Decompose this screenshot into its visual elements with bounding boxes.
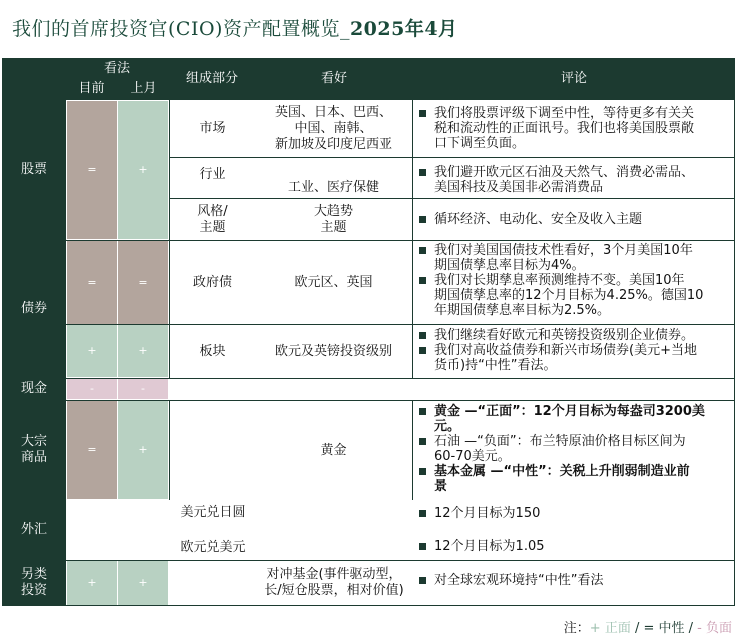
section-bonds: 债券 (20, 301, 47, 316)
comment-gov (417, 243, 732, 318)
row-divider (169, 157, 735, 158)
favor-industry: 工业、医疗保健 (287, 180, 379, 195)
view-gov-current: = (67, 241, 117, 324)
comment-market (417, 106, 732, 151)
list-item: 我们继续看好欧元和英镑投资级别企业债券。 (417, 328, 732, 343)
page-title: 我们的首席投资官(CIO)资产配置概览_2025年4月 (12, 18, 458, 40)
col-divider (412, 400, 413, 500)
col-divider (412, 100, 413, 378)
header-current: 目前 (78, 81, 105, 96)
section-cash: 现金 (20, 381, 47, 396)
favor-market: 英国、日本、巴西、 中国、南韩、 新加坡及印度尼西亚 (274, 104, 392, 152)
comment-style (417, 212, 732, 227)
view-cash-current: - (67, 379, 117, 399)
view-equity-current: = (67, 101, 117, 239)
comment-sector (417, 328, 732, 373)
view-gov-last: = (118, 241, 168, 324)
list-item: 我们对长期孳息率预测维持不变。美国10年 期国债孳息率的12个月目标为4.25%。德国10 年期国债孳息率目标为2.5%。 (417, 273, 732, 318)
section-equity: 股票 (20, 162, 47, 177)
row-divider (66, 378, 735, 379)
section-alt: 另类 投资 (20, 567, 47, 598)
component-eurusd: 欧元兑美元 (180, 540, 246, 555)
favor-sector: 欧元及英镑投资级别 (274, 343, 392, 359)
view-commodities-current: = (67, 401, 117, 499)
favor-commodities: 黄金 (320, 442, 347, 458)
list-item: 12个月目标为150 (417, 506, 732, 521)
comment-usdjpy (417, 506, 732, 521)
favor-alt: 对冲基金(事件驱动型， 长/短仓股票，相对价值) (264, 567, 404, 598)
list-item: 石油 —“负面”：布兰特原油价格目标区间为 60-70美元。 (417, 434, 732, 464)
component-usdjpy: 美元兑日圆 (180, 505, 246, 520)
list-item: 12个月目标为1.05 (417, 539, 732, 554)
comment-commodities (417, 404, 732, 494)
list-item: 我们对美国国债技术性看好，3个月美国10年 期国债孳息率目标为4%。 (417, 243, 732, 273)
comment-alt (417, 573, 732, 588)
section-commodities: 大宗 商品 (20, 434, 47, 465)
view-sector-last: + (118, 325, 168, 377)
component-market: 市场 (199, 120, 226, 136)
list-item: 对全球宏观环境持“中性”看法 (417, 573, 732, 588)
view-commodities-last: + (118, 401, 168, 499)
component-style: 风格/ 主题 (197, 203, 228, 235)
section-fx: 外汇 (20, 522, 47, 537)
comment-industry (417, 165, 732, 195)
view-equity-last: + (118, 101, 168, 239)
favor-style: 大趋势 主题 (313, 203, 353, 235)
list-item: 我们避开欧元区石油及天然气、消费必需品、 美国科技及美国非必需消费品 (417, 165, 732, 195)
component-sector: 板块 (199, 343, 226, 359)
view-alt-current: + (67, 561, 117, 605)
header-component: 组成部分 (185, 71, 238, 86)
view-alt-last: + (118, 561, 168, 605)
header-view: 看法 (103, 61, 130, 76)
comment-eurusd (417, 539, 732, 554)
list-item: 我们将股票评级下调至中性，等待更多有关关 税和流动性的正面讯号。我们也将美国股票敞 口下调至负面。 (417, 106, 732, 151)
view-sector-current: + (67, 325, 117, 377)
header-favor: 看好 (320, 71, 347, 86)
list-item: 我们对高收益债券和新兴市场债券(美元+当地 货币)持“中性”看法。 (417, 343, 732, 373)
col-divider (169, 400, 170, 500)
header-last-month: 上月 (130, 81, 157, 96)
legend-note: 注：+ 正面 / = 中性 / - 负面 (563, 621, 732, 636)
list-item: 循环经济、电动化、安全及收入主题 (417, 212, 732, 227)
component-industry: 行业 (199, 167, 226, 182)
view-cash-last: - (118, 379, 168, 399)
favor-gov: 欧元区、英国 (294, 274, 373, 290)
list-item: 基本金属 —“中性”：关税上升削弱制造业前 景 (417, 464, 732, 494)
list-item: 黄金 —“正面”：12个月目标为每盎司3200美 元。 (417, 404, 732, 434)
component-gov: 政府债 (192, 274, 232, 290)
header-comment: 评论 (560, 71, 587, 86)
